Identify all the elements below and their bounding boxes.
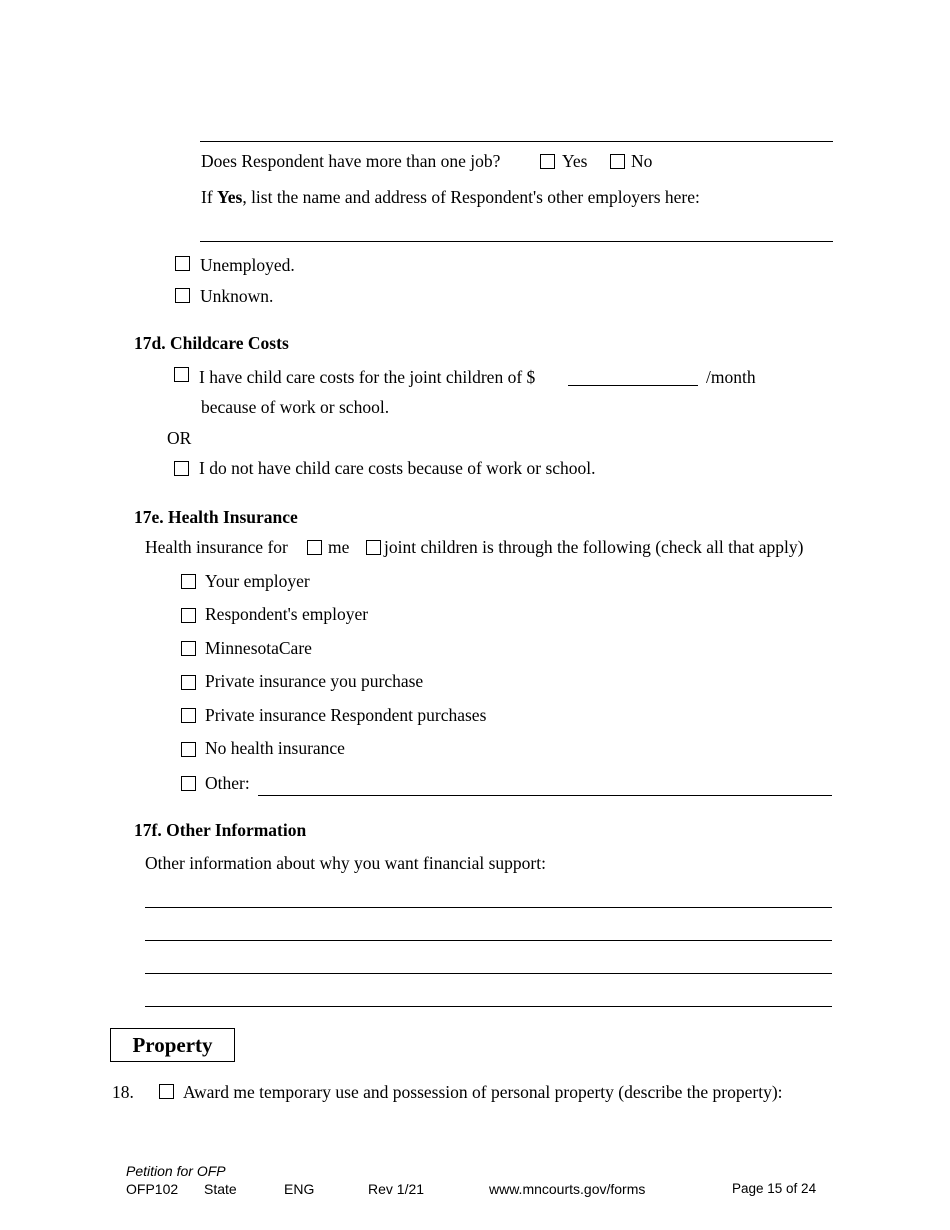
other-info-line[interactable]: [145, 940, 832, 941]
per-month-label: /month: [706, 367, 756, 387]
more-jobs-yes-checkbox[interactable]: [540, 154, 555, 169]
childcare-amount-line[interactable]: [568, 385, 698, 386]
health-joint-checkbox[interactable]: [366, 540, 381, 555]
health-option-label: No health insurance: [205, 738, 345, 758]
if-yes-bold: Yes: [217, 187, 243, 207]
other-employers-instruction: [201, 187, 700, 208]
childcare-heading: 17d. Childcare Costs: [134, 333, 289, 353]
health-option-label: MinnesotaCare: [205, 638, 312, 658]
health-option-checkbox[interactable]: [181, 574, 196, 589]
or-label: OR: [167, 428, 192, 448]
no-childcare-text: I do not have child care costs because of work or school.: [199, 458, 596, 478]
childcare-costs-text: I have child care costs for the joint children of $: [199, 367, 536, 387]
childcare-costs-cont: because of work or school.: [201, 397, 390, 417]
more-jobs-no-checkbox[interactable]: [610, 154, 625, 169]
health-other-checkbox[interactable]: [181, 776, 196, 791]
other-info-line[interactable]: [145, 973, 832, 974]
footer-revision: Rev 1/21: [368, 1181, 425, 1197]
footer-language: ENG: [284, 1181, 315, 1197]
other-info-line[interactable]: [145, 907, 832, 908]
footer-page-number: Page 15 of 24: [732, 1181, 817, 1196]
health-option-label: Private insurance you purchase: [205, 671, 424, 691]
property-award-checkbox[interactable]: [159, 1084, 174, 1099]
childcare-costs-checkbox[interactable]: [174, 367, 189, 382]
unemployed-checkbox[interactable]: [175, 256, 190, 271]
other-info-heading: 17f. Other Information: [134, 820, 307, 840]
health-option-checkbox[interactable]: [181, 708, 196, 723]
property-award-text: Award me temporary use and possession of personal property (describe the property):: [183, 1082, 783, 1102]
health-option-label: Respondent's employer: [205, 604, 369, 624]
health-option-checkbox[interactable]: [181, 675, 196, 690]
unknown-label: Unknown.: [200, 286, 274, 306]
health-other-line[interactable]: [258, 795, 832, 796]
other-employers-line[interactable]: [200, 241, 833, 242]
if-suffix: , list the name and address of Respondent's other employers here:: [242, 187, 700, 207]
footer-form-code: OFP102: [126, 1181, 179, 1197]
unemployed-label: Unemployed.: [200, 255, 295, 275]
item-18-number: 18.: [112, 1082, 134, 1102]
health-joint-label: joint children is through the following (check all that apply): [384, 537, 804, 557]
no-childcare-checkbox[interactable]: [174, 461, 189, 476]
if-prefix: If: [201, 187, 218, 207]
health-me-label: me: [328, 537, 350, 557]
footer-form-title: Petition for OFP: [126, 1163, 226, 1179]
other-info-prompt: Other information about why you want financial support:: [145, 853, 546, 873]
health-option-checkbox[interactable]: [181, 742, 196, 757]
health-prefix: Health insurance for: [145, 537, 288, 557]
property-section-heading: Property: [110, 1028, 235, 1062]
health-option-checkbox[interactable]: [181, 641, 196, 656]
more-jobs-no-label: No: [631, 151, 653, 171]
unknown-checkbox[interactable]: [175, 288, 190, 303]
more-than-one-job-question: Does Respondent have more than one job?: [201, 151, 501, 171]
health-heading: 17e. Health Insurance: [134, 507, 298, 527]
health-option-label: Private insurance Respondent purchases: [205, 705, 487, 725]
footer-website[interactable]: www.mncourts.gov/forms: [489, 1181, 646, 1197]
health-other-label: Other:: [205, 773, 250, 793]
health-option-label: Your employer: [205, 571, 310, 591]
health-option-checkbox[interactable]: [181, 608, 196, 623]
health-me-checkbox[interactable]: [307, 540, 322, 555]
other-info-line[interactable]: [145, 1006, 832, 1007]
more-jobs-yes-label: Yes: [562, 151, 588, 171]
footer-jurisdiction: State: [204, 1181, 237, 1197]
employer-line-top: [200, 141, 833, 142]
